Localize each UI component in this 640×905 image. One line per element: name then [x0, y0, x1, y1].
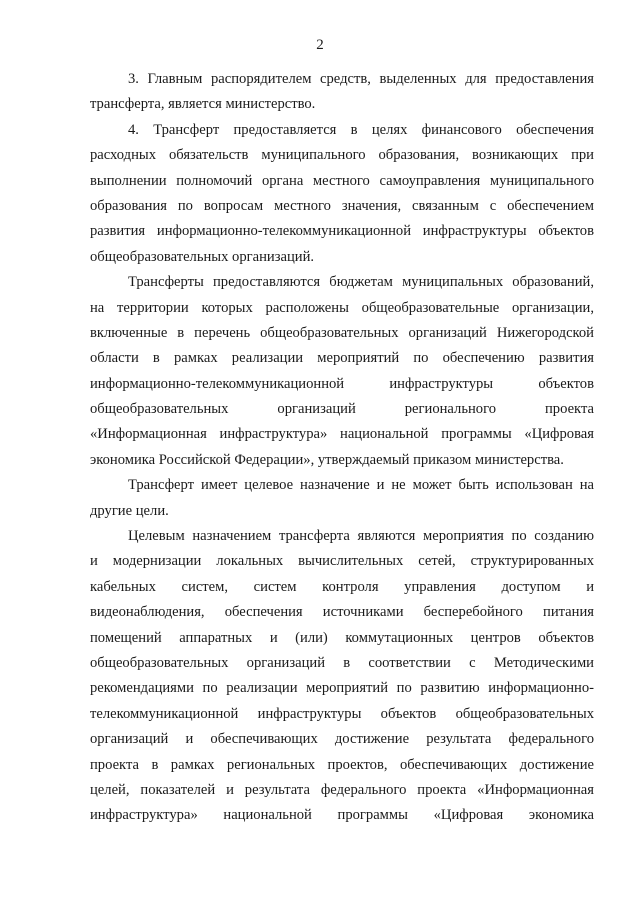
text-line: общеобразовательных организаций в соответствии с Методическими [90, 654, 594, 671]
text-line: 4. Трансферт предоставляется в целях финансового обеспечения [128, 121, 594, 138]
text-line: целей, показателей и результата федерального проекта «Информационная [90, 781, 594, 798]
text-line: 3. Главным распорядителем средств, выделенных для предоставления [128, 71, 594, 87]
text-line: инфраструктура» национальной программы «Цифровая экономика [90, 807, 594, 824]
text-line: общеобразовательных организаций. [90, 248, 315, 265]
text-line: «Информационная инфраструктура» национальной программы «Цифровая [90, 426, 594, 443]
paragraph-1 [90, 67, 594, 118]
paragraph-2 [90, 118, 594, 270]
paragraph-4 [90, 473, 594, 524]
text-line: Трансферты предоставляются бюджетам муниципальных образований, [128, 274, 594, 291]
text-line: на территории которых расположены общеобразовательные организации, [90, 299, 594, 316]
text-line: проекта в рамках региональных проектов, обеспечивающих достижение [90, 756, 594, 773]
document-body [90, 67, 594, 829]
text-line: и модернизации локальных вычислительных сетей, структурированных [90, 553, 594, 570]
paragraph-3 [90, 270, 594, 473]
text-line: Целевым назначением трансферта являются мероприятия по созданию [128, 528, 594, 545]
text-line: организаций и обеспечивающих достижение результата федерального [90, 731, 594, 748]
text-line: включенные в перечень общеобразовательных организаций Нижегородской [90, 324, 594, 341]
text-line: расходных обязательств муниципального образования, возникающих при [90, 147, 594, 164]
text-line: видеонаблюдения, обеспечения источниками бесперебойного питания [90, 604, 594, 621]
text-line: образования по вопросам местного значения, связанным с обеспечением [90, 197, 594, 214]
text-line: развития информационно-телекоммуникационной инфраструктуры объектов [90, 223, 594, 240]
text-line: рекомендациями по реализации мероприятий по развитию информационно- [90, 680, 594, 697]
text-line: помещений аппаратных и (или) коммутационных центров объектов [90, 629, 594, 646]
text-line: общеобразовательных организаций регионального проекта [90, 401, 594, 418]
paragraph-5 [90, 524, 594, 829]
text-line: другие цели. [90, 502, 169, 519]
text-line: кабельных систем, систем контроля управления доступом и [90, 578, 594, 595]
text-line: экономика Российской Федерации», утверждаемый приказом министерства. [90, 451, 564, 468]
page-number: 2 [316, 37, 324, 53]
text-line: Трансферт имеет целевое назначение и не может быть использован на [128, 477, 594, 494]
text-line: выполнении полномочий органа местного самоуправления муниципального [90, 172, 594, 189]
text-line: телекоммуникационной инфраструктуры объектов общеобразовательных [90, 705, 594, 722]
text-line: трансферта, является министерство. [90, 96, 316, 113]
text-line: области в рамках реализации мероприятий по обеспечению развития [90, 350, 594, 367]
text-line: информационно-телекоммуникационной инфраструктуры объектов [90, 375, 594, 392]
